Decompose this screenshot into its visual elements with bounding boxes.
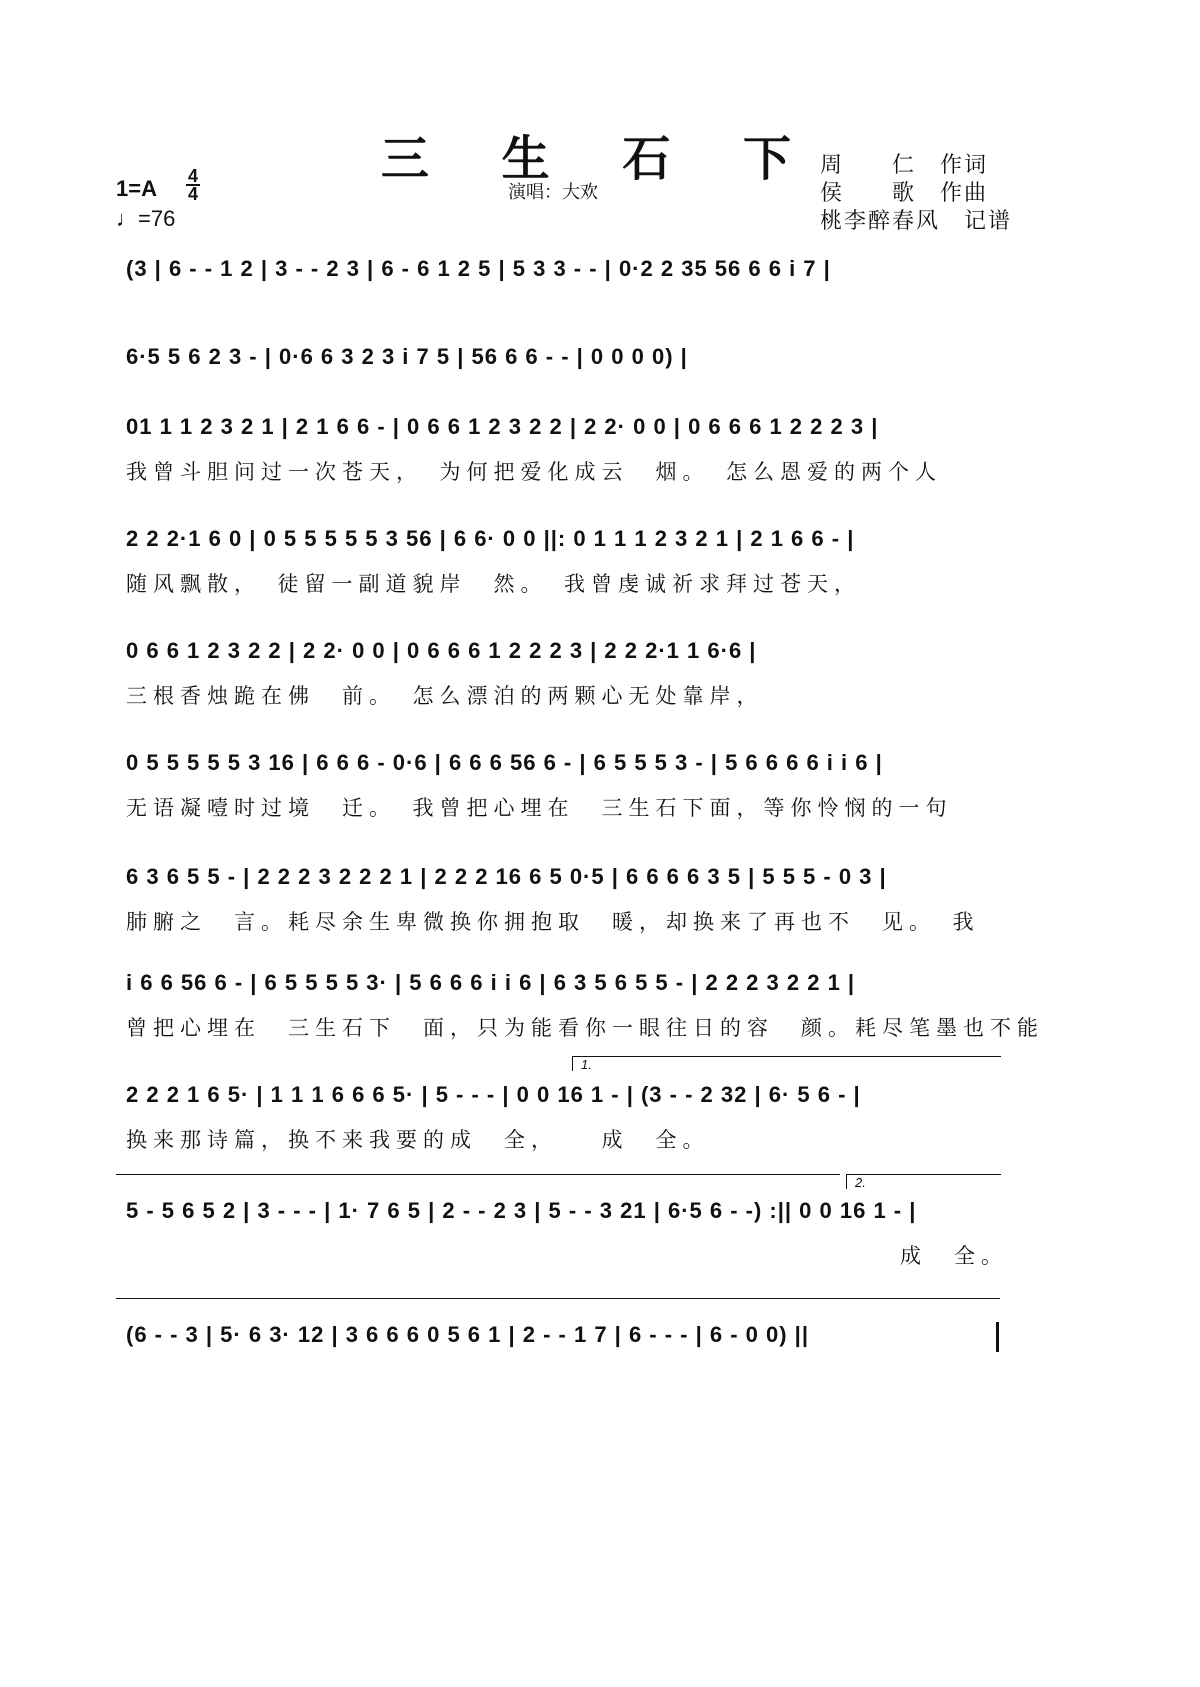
- second-ending-bracket: [846, 1174, 1001, 1189]
- staff-line-5: 0 6 6 1 2 3 2 2 | 2 2· 0 0 | 0 6 6 6 1 2 2 2 3 | 2 2 2·1 1 6·6 |: [126, 638, 757, 663]
- staff-line-2: 6·5 5 6 2 3 - | 0·6 6 3 2 3 i 7 5 | 56 6 6 - - | 0 0 0 0) |: [126, 344, 688, 369]
- staff-line-11: (6 - - 3 | 5· 6 3· 12 | 3 6 6 6 0 5 6 1 | 2 - - 1 7 | 6 - - - | 6 - 0 0) ||: [126, 1322, 809, 1347]
- lyricist-credit: 周 仁 作词: [820, 153, 989, 178]
- key-signature: 1=A: [116, 176, 157, 201]
- lyric-line-4: 随风飘散， 徒留一副道貌岸 然。 我曾虔诚祈求拜过苍天，: [126, 572, 861, 596]
- time-sig-bottom: 4: [187, 184, 198, 204]
- volta-2-label: 2.: [855, 1175, 866, 1190]
- coda-bracket: [116, 1298, 1000, 1299]
- tempo-marking: ♩=76: [116, 206, 176, 231]
- staff-line-3: 01 1 1 2 3 2 1 | 2 1 6 6 - | 0 6 6 1 2 3 2 2 | 2 2· 0 0 | 0 6 6 6 1 2 2 2 3 |: [126, 414, 879, 439]
- transcriber-credit: 桃李醉春风 记谱: [820, 209, 1013, 234]
- lyric-line-8: 曾把心埋在 三生石下 面，只为能看你一眼往日的容 颜。耗尽笔墨也不能: [126, 1016, 1044, 1040]
- song-title: 三 生 石 下: [380, 131, 820, 187]
- lyric-line-5: 三根香烛跪在佛 前。 怎么漂泊的两颗心无处靠岸，: [126, 684, 764, 708]
- staff-line-1: (3 | 6 - - 1 2 | 3 - - 2 3 | 6 - 6 1 2 5 | 5 3 3 - - | 0·2 2 35 56 6 6 i 7 |: [126, 256, 831, 281]
- singer-credit: 演唱：大欢: [508, 182, 598, 203]
- first-ending-bracket: [572, 1056, 1001, 1071]
- staff-line-10: 5 - 5 6 5 2 | 3 - - - | 1· 7 6 5 | 2 - - 2 3 | 5 - - 3 21 | 6·5 6 - -) :|| 0 0 16 1 - |: [126, 1198, 917, 1223]
- first-ending-continuation: [116, 1174, 840, 1175]
- staff-line-4: 2 2 2·1 6 0 | 0 5 5 5 5 5 3 56 | 6 6· 0 0 ||: 0 1 1 1 2 3 2 1 | 2 1 6 6 - |: [126, 526, 855, 551]
- composer-credit: 侯 歌 作曲: [820, 181, 989, 206]
- final-barline: [996, 1322, 999, 1352]
- staff-line-6: 0 5 5 5 5 5 3 16 | 6 6 6 - 0·6 | 6 6 6 56 6 - | 6 5 5 5 3 - | 5 6 6 6 6 i i 6 |: [126, 750, 883, 775]
- volta-1-label: 1.: [581, 1057, 592, 1072]
- lyric-line-7: 肺腑之 言。耗尽余生卑微换你拥抱取 暖，却换来了再也不 见。 我: [126, 910, 980, 934]
- time-sig-top: 4: [187, 166, 198, 186]
- lyric-line-10: 成 全。: [900, 1244, 1008, 1268]
- lyric-line-9: 换来那诗篇，换不来我要的成 全， 成 全。: [126, 1128, 710, 1152]
- lyric-line-3: 我曾斗胆问过一次苍天， 为何把爱化成云 烟。 怎么恩爱的两个人: [126, 460, 942, 484]
- time-signature: [186, 168, 200, 202]
- staff-line-8: i 6 6 56 6 - | 6 5 5 5 5 3· | 5 6 6 6 i i 6 | 6 3 5 6 5 5 - | 2 2 2 3 2 2 1 |: [126, 970, 856, 995]
- staff-line-7: 6 3 6 5 5 - | 2 2 2 3 2 2 2 1 | 2 2 2 16 6 5 0·5 | 6 6 6 6 3 5 | 5 5 5 - 0 3 |: [126, 864, 887, 889]
- staff-line-9: 2 2 2 1 6 5· | 1 1 1 6 6 6 5· | 5 - - - | 0 0 16 1 - | (3 - - 2 32 | 6· 5 6 - |: [126, 1082, 861, 1107]
- lyric-line-6: 无语凝噎时过境 迁。 我曾把心埋在 三生石下面，等你怜悯的一句: [126, 796, 953, 820]
